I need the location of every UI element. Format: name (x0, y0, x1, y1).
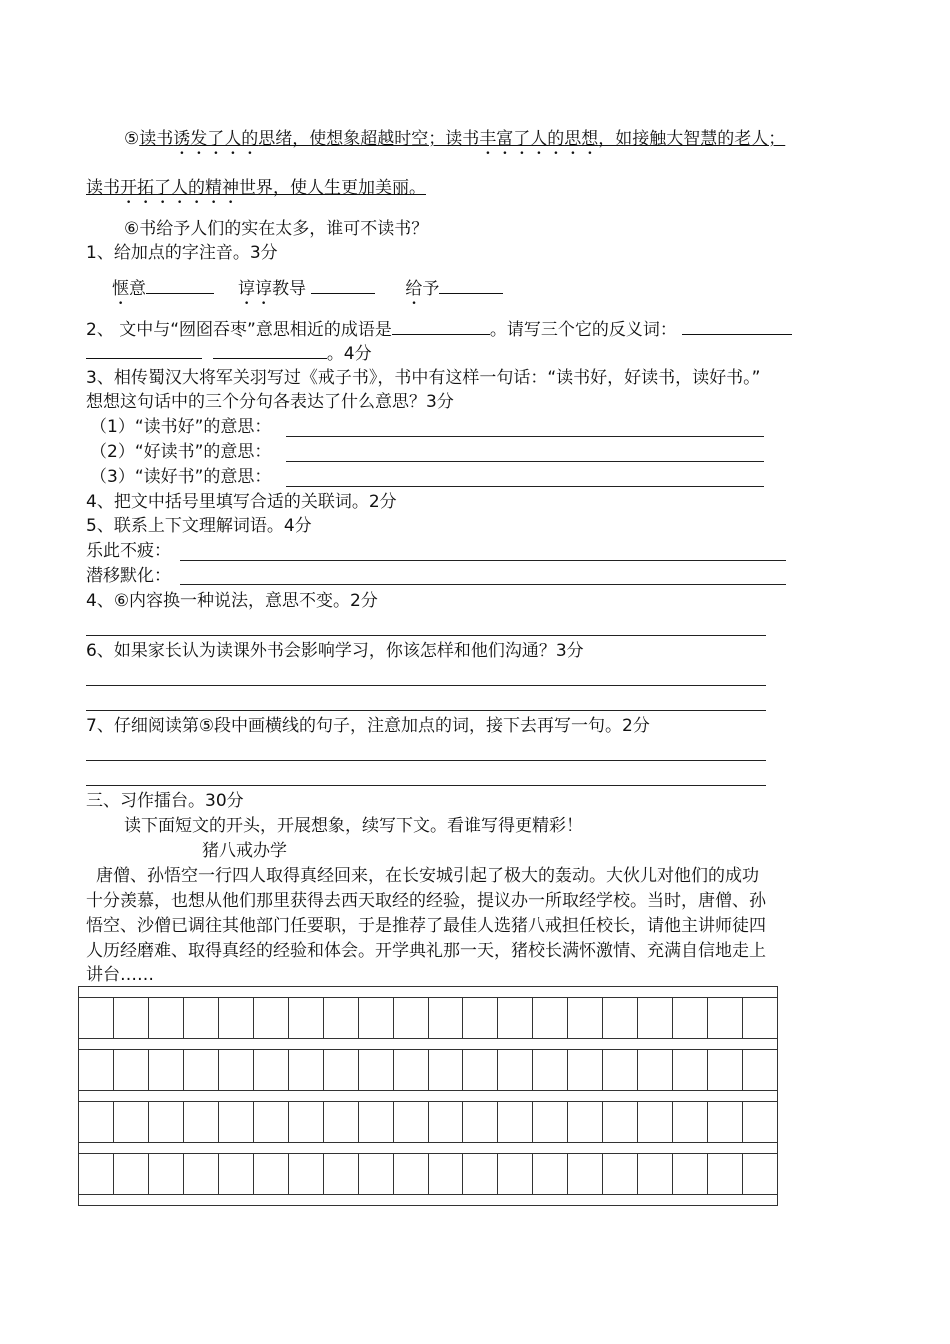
question-3: 3、相传蜀汉大将军关羽写过《戒子书》，书中有这样一句话：“读书好，好读书，读好书。” (86, 368, 761, 388)
grid-cell[interactable] (673, 1154, 708, 1194)
grid-cell[interactable] (289, 998, 324, 1038)
question-1-title: 1、给加点的字注音。3分 (86, 243, 278, 263)
grid-cell[interactable] (184, 1102, 219, 1142)
story-line: 唐僧、孙悟空一行四人取得真经回来，在长安城引起了极大的轰动。大伙儿对他们的成功 (96, 866, 759, 886)
grid-cell[interactable] (603, 1102, 638, 1142)
story-line: 十分羡慕，也想从他们那里获得去西天取经的经验，提议办一所取经学校。当时，唐僧、孙 (86, 891, 766, 911)
grid-spacer (79, 1091, 777, 1102)
grid-cell[interactable] (79, 1050, 114, 1090)
grid-cell[interactable] (708, 1050, 743, 1090)
grid-cell[interactable] (603, 998, 638, 1038)
grid-spacer (79, 987, 777, 998)
grid-cell[interactable] (114, 1102, 149, 1142)
grid-cell[interactable] (429, 1050, 464, 1090)
grid-cell[interactable] (394, 1050, 429, 1090)
grid-cell[interactable] (743, 998, 777, 1038)
question-2: 2、 文中与“囫囵吞枣”意思相近的成语是 。请写三个它的反义词： (86, 318, 792, 341)
grid-cell[interactable] (638, 1050, 673, 1090)
grid-cell[interactable] (498, 998, 533, 1038)
question-6: 6、如果家长认为读课外书会影响学习，你该怎样和他们沟通？3分 (86, 641, 584, 661)
story-line: 讲台…… (86, 965, 154, 985)
answer-line[interactable] (86, 760, 766, 761)
answer-line[interactable] (86, 710, 766, 711)
grid-cell[interactable] (498, 1050, 533, 1090)
grid-cell[interactable] (79, 1102, 114, 1142)
question-7: 7、仔细阅读第⑤段中画横线的句子，注意加点的词，接下去再写一句。2分 (86, 716, 650, 736)
grid-cell[interactable] (568, 1102, 603, 1142)
grid-cell[interactable] (359, 1050, 394, 1090)
grid-cell[interactable] (463, 1154, 498, 1194)
grid-cell[interactable] (568, 1050, 603, 1090)
question-1-words: 惬意 谆谆教导 给予 (112, 277, 503, 309)
answer-line[interactable] (286, 461, 764, 462)
writing-grid[interactable] (78, 986, 778, 1206)
grid-cell[interactable] (603, 1154, 638, 1194)
grid-cell[interactable] (149, 1050, 184, 1090)
paragraph-6: ⑥书给予人们的实在太多，谁可不读书？ (124, 219, 429, 239)
question-5-word1: 乐此不疲： (86, 541, 171, 561)
grid-cell[interactable] (568, 998, 603, 1038)
grid-cell[interactable] (743, 1154, 777, 1194)
grid-cell[interactable] (254, 1050, 289, 1090)
grid-cell[interactable] (359, 1102, 394, 1142)
grid-cell[interactable] (149, 998, 184, 1038)
question-4b: 4、⑥内容换一种说法，意思不变。2分 (86, 591, 378, 611)
grid-cell[interactable] (149, 1154, 184, 1194)
grid-cell[interactable] (498, 1102, 533, 1142)
grid-cell[interactable] (429, 998, 464, 1038)
grid-cell[interactable] (533, 998, 568, 1038)
grid-cell[interactable] (324, 998, 359, 1038)
grid-cell[interactable] (324, 1102, 359, 1142)
grid-cell[interactable] (533, 1050, 568, 1090)
grid-cell[interactable] (394, 1102, 429, 1142)
grid-cell[interactable] (568, 1154, 603, 1194)
answer-line[interactable] (286, 486, 764, 487)
answer-line[interactable] (180, 584, 786, 585)
answer-line[interactable] (86, 635, 766, 636)
grid-cell[interactable] (429, 1154, 464, 1194)
question-4: 4、把文中括号里填写合适的关联词。2分 (86, 492, 397, 512)
question-3-sub3: （3）“读好书”的意思： (90, 467, 272, 487)
grid-cell[interactable] (289, 1154, 324, 1194)
answer-line[interactable] (86, 685, 766, 686)
grid-cell[interactable] (359, 1154, 394, 1194)
grid-spacer (79, 1195, 777, 1205)
grid-cell[interactable] (184, 1154, 219, 1194)
grid-cell[interactable] (324, 1050, 359, 1090)
grid-cell[interactable] (603, 1050, 638, 1090)
section-3-intro: 读下面短文的开头，开展想象，续写下文。看谁写得更精彩！ (124, 816, 583, 836)
grid-cell[interactable] (638, 1154, 673, 1194)
paragraph-5-line2: 读书开拓了人的精神世界，使人生更加美丽。 (86, 178, 426, 198)
section-3-title: 三、习作擂台。30分 (86, 791, 244, 811)
grid-spacer (79, 1143, 777, 1154)
question-3-sub2: （2）“好读书”的意思： (90, 442, 272, 462)
grid-cell[interactable] (114, 1050, 149, 1090)
grid-row (79, 1154, 777, 1195)
grid-cell[interactable] (219, 1102, 254, 1142)
grid-cell[interactable] (533, 1102, 568, 1142)
question-3-cont: 想想这句话中的三个分句各表达了什么意思？3分 (86, 392, 454, 412)
grid-cell[interactable] (184, 998, 219, 1038)
answer-line[interactable] (86, 785, 766, 786)
grid-cell[interactable] (743, 1102, 777, 1142)
grid-cell[interactable] (184, 1050, 219, 1090)
question-3-sub1: （1）“读书好”的意思： (90, 417, 272, 437)
grid-cell[interactable] (533, 1154, 568, 1194)
grid-row (79, 998, 777, 1039)
grid-cell[interactable] (743, 1050, 777, 1090)
grid-cell[interactable] (219, 998, 254, 1038)
grid-cell[interactable] (394, 998, 429, 1038)
grid-cell[interactable] (638, 998, 673, 1038)
grid-cell[interactable] (359, 998, 394, 1038)
grid-cell[interactable] (254, 1102, 289, 1142)
grid-cell[interactable] (114, 1154, 149, 1194)
grid-cell[interactable] (219, 1154, 254, 1194)
grid-cell[interactable] (429, 1102, 464, 1142)
grid-cell[interactable] (673, 1102, 708, 1142)
grid-cell[interactable] (219, 1050, 254, 1090)
grid-cell[interactable] (149, 1102, 184, 1142)
grid-cell[interactable] (324, 1154, 359, 1194)
story-title: 猪八戒办学 (202, 841, 287, 861)
grid-cell[interactable] (79, 998, 114, 1038)
grid-cell[interactable] (498, 1154, 533, 1194)
grid-cell[interactable] (394, 1154, 429, 1194)
grid-cell[interactable] (79, 1154, 114, 1194)
grid-cell[interactable] (638, 1102, 673, 1142)
grid-cell[interactable] (289, 1050, 324, 1090)
grid-cell[interactable] (254, 1154, 289, 1194)
grid-cell[interactable] (254, 998, 289, 1038)
grid-cell[interactable] (289, 1102, 324, 1142)
grid-cell[interactable] (114, 998, 149, 1038)
grid-cell[interactable] (708, 1102, 743, 1142)
grid-cell[interactable] (708, 998, 743, 1038)
question-2-cont: 。4分 (86, 342, 372, 365)
story-line: 悟空、沙僧已调往其他部门任要职，于是推荐了最佳人选猪八戒担任校长，请他主讲师徒四 (86, 916, 766, 936)
grid-cell[interactable] (673, 998, 708, 1038)
grid-spacer (79, 1039, 777, 1050)
question-5-word2: 潜移默化： (86, 566, 171, 586)
answer-line[interactable] (180, 560, 786, 561)
answer-line[interactable] (286, 436, 764, 437)
story-line: 人历经磨难、取得真经的经验和体会。开学典礼那一天，猪校长满怀激情、充满自信地走上 (86, 941, 766, 961)
grid-row (79, 1050, 777, 1091)
grid-cell[interactable] (463, 1050, 498, 1090)
grid-cell[interactable] (708, 1154, 743, 1194)
grid-row (79, 1102, 777, 1143)
question-5: 5、联系上下文理解词语。4分 (86, 516, 312, 536)
paragraph-5-line1: ⑤读书诱发了人的思绪，使想象超越时空；读书丰富了人的思想，如接触大智慧的老人； (124, 129, 786, 149)
grid-cell[interactable] (463, 1102, 498, 1142)
grid-cell[interactable] (463, 998, 498, 1038)
grid-cell[interactable] (673, 1050, 708, 1090)
